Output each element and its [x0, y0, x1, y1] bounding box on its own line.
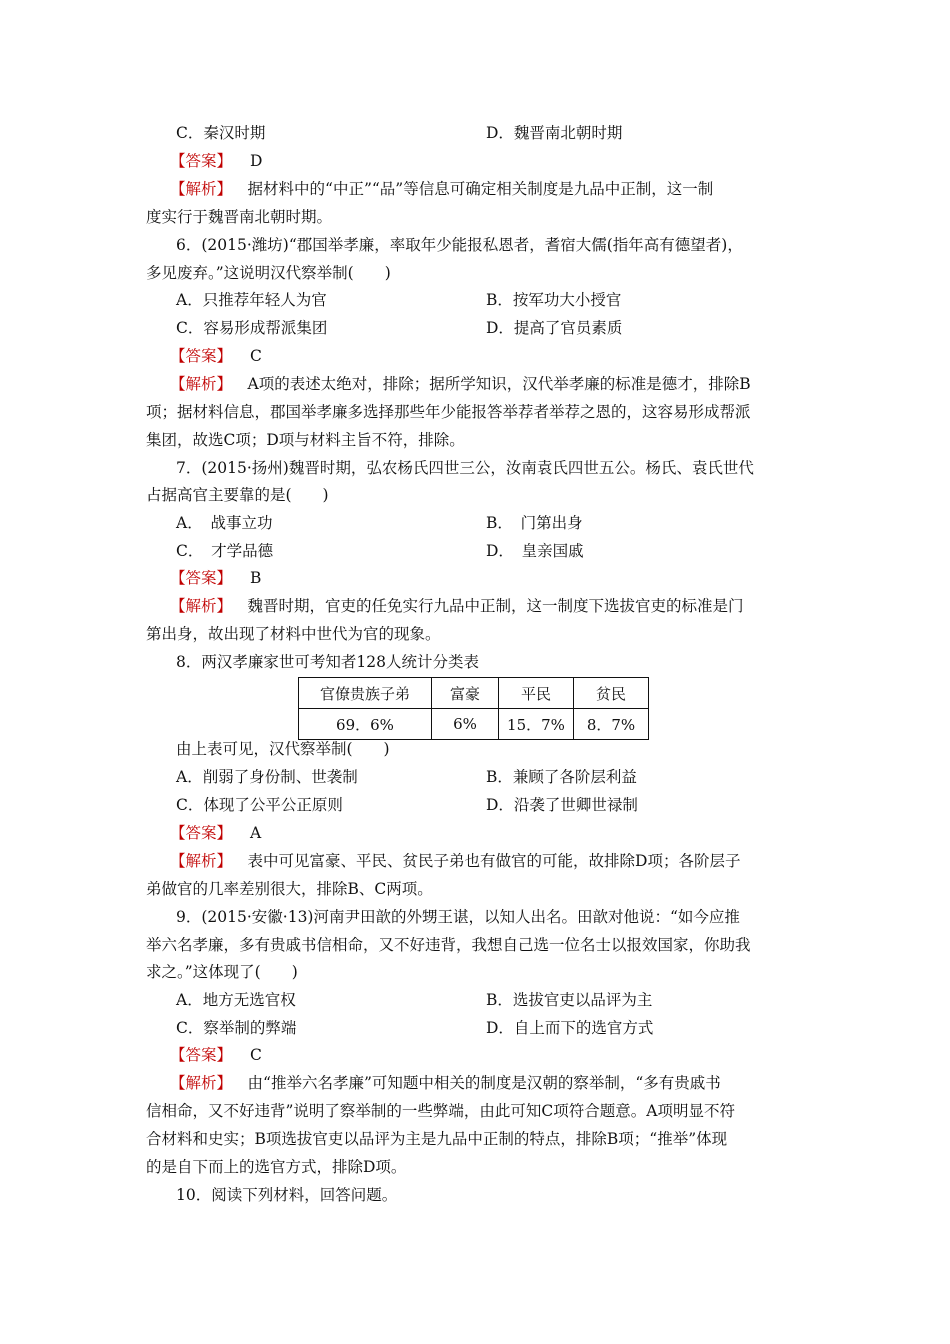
q8-answer — [170, 821, 261, 845]
q9-stem-line2: 举六名孝廉，多有贵戚书信相命，又不好违背，我想自己选一位名士以报效国家，你助我 — [146, 936, 751, 954]
table-header-cell: 官僚贵族子弟 — [299, 678, 432, 709]
answer-label: 【答案】 — [170, 347, 233, 365]
answer-label: 【答案】 — [170, 569, 233, 587]
q6-stem-line2: 多见废弃。”这说明汉代察举制( ) — [146, 264, 391, 282]
analysis-text: 表中可见富豪、平民、贫民子弟也有做官的可能，故排除D项；各阶层子 — [247, 852, 741, 870]
answer-value: B — [250, 569, 262, 587]
q9-analysis-line2: 信相命，又不好违背”说明了察举制的一些弊端，由此可知C项符合题意。A项明显不符 — [146, 1102, 735, 1120]
q7-option-d: D． 皇亲国戚 — [486, 542, 584, 560]
q5-option-d: D．魏晋南北朝时期 — [486, 124, 623, 142]
q9-analysis-line4: 的是自下而上的选官方式，排除D项。 — [146, 1158, 407, 1176]
q9-stem-line3: 求之。”这体现了( ) — [146, 963, 298, 981]
q5-analysis-line2: 度实行于魏晋南北朝时期。 — [146, 208, 333, 226]
q9-analysis-line1 — [170, 1071, 721, 1095]
analysis-label: 【解析】 — [170, 852, 233, 870]
q8-analysis-line1 — [170, 849, 740, 873]
q6-stem-line1: 6．(2015·潍坊)“郡国举孝廉，率取年少能报私恩者，耆宿大儒(指年高有德望者)， — [176, 236, 743, 254]
answer-value: A — [250, 824, 262, 842]
q8-analysis-line2: 弟做官的几率差别很大，排除B、C两项。 — [146, 880, 433, 898]
q5-option-c: C．秦汉时期 — [176, 124, 266, 142]
table-header-cell: 贫民 — [574, 678, 649, 709]
q8-option-c: C．体现了公平公正原则 — [176, 796, 343, 814]
q8-option-d: D．沿袭了世卿世禄制 — [486, 796, 638, 814]
table-cell: 8．7% — [574, 709, 649, 740]
q7-answer — [170, 566, 261, 590]
answer-value: C — [250, 347, 262, 365]
q9-option-b: B．选拔官吏以品评为主 — [486, 991, 653, 1009]
answer-value: D — [250, 152, 263, 170]
q7-option-a: A． 战事立功 — [176, 514, 273, 532]
q9-option-d: D．自上而下的选官方式 — [486, 1019, 654, 1037]
q9-option-c: C．察举制的弊端 — [176, 1019, 297, 1037]
analysis-text: 由“推举六名孝廉”可知题中相关的制度是汉朝的察举制，“多有贵戚书 — [247, 1074, 721, 1092]
table-row — [299, 709, 649, 740]
q6-analysis-line3: 集团，故选C项；D项与材料主旨不符，排除。 — [146, 431, 465, 449]
q7-stem-line1: 7．(2015·扬州)魏晋时期，弘农杨氏四世三公，汝南袁氏四世五公。杨氏、袁氏世代 — [176, 459, 754, 477]
q5-analysis-line1 — [170, 177, 713, 201]
q6-option-a: A．只推荐年轻人为官 — [176, 291, 327, 309]
q8-after-table: 由上表可见，汉代察举制( ) — [176, 740, 390, 758]
answer-label: 【答案】 — [170, 1046, 233, 1064]
q6-option-b: B．按军功大小授官 — [486, 291, 622, 309]
q7-stem-line2: 占据高官主要靠的是( ) — [146, 486, 329, 504]
statistics-table — [298, 677, 649, 740]
table-cell: 6% — [432, 709, 499, 740]
q6-option-c: C．容易形成帮派集团 — [176, 319, 328, 337]
q6-option-d: D．提高了官员素质 — [486, 319, 623, 337]
analysis-text: 据材料中的“中正”“品”等信息可确定相关制度是九品中正制，这一制 — [247, 180, 714, 198]
q9-stem-line1: 9．(2015·安徽·13)河南尹田歆的外甥王谌，以知人出名。田歆对他说：“如今应推 — [176, 908, 740, 926]
q6-analysis-line2: 项；据材料信息，郡国举孝廉多选择那些年少能报答举荐者举荐之恩的，这容易形成帮派 — [146, 403, 751, 421]
q9-option-a: A．地方无选官权 — [176, 991, 296, 1009]
q9-answer — [170, 1043, 262, 1067]
analysis-text: A项的表述太绝对，排除；据所学知识，汉代举孝廉的标准是德才，排除B — [247, 375, 751, 393]
answer-label: 【答案】 — [170, 824, 233, 842]
answer-value: C — [250, 1046, 262, 1064]
q10-stem: 10．阅读下列材料，回答问题。 — [176, 1186, 398, 1204]
table-header-cell: 平民 — [499, 678, 574, 709]
analysis-text: 魏晋时期，官吏的任免实行九品中正制，这一制度下选拔官吏的标准是门 — [247, 597, 744, 615]
q8-stem: 8．两汉孝廉家世可考知者128人统计分类表 — [176, 653, 479, 671]
answer-label: 【答案】 — [170, 152, 233, 170]
table-cell: 69．6% — [299, 709, 432, 740]
q7-analysis-line2: 第出身，故出现了材料中世代为官的现象。 — [146, 625, 441, 643]
analysis-label: 【解析】 — [170, 375, 233, 393]
analysis-label: 【解析】 — [170, 180, 233, 198]
q9-analysis-line3: 合材料和史实；B项选拔官吏以品评为主是九品中正制的特点，排除B项；“推举”体现 — [146, 1130, 728, 1148]
table-cell: 15．7% — [499, 709, 574, 740]
q7-option-b: B． 门第出身 — [486, 514, 583, 532]
table-header-cell: 富豪 — [432, 678, 499, 709]
analysis-label: 【解析】 — [170, 597, 233, 615]
q8-option-a: A．削弱了身份制、世袭制 — [176, 768, 358, 786]
q6-answer — [170, 344, 262, 368]
q7-option-c: C． 才学品德 — [176, 542, 274, 560]
analysis-label: 【解析】 — [170, 1074, 233, 1092]
q8-option-b: B．兼顾了各阶层利益 — [486, 768, 637, 786]
q6-analysis-line1 — [170, 372, 751, 396]
q7-analysis-line1 — [170, 594, 744, 618]
q5-answer — [170, 149, 262, 173]
table-header-row — [299, 678, 649, 709]
